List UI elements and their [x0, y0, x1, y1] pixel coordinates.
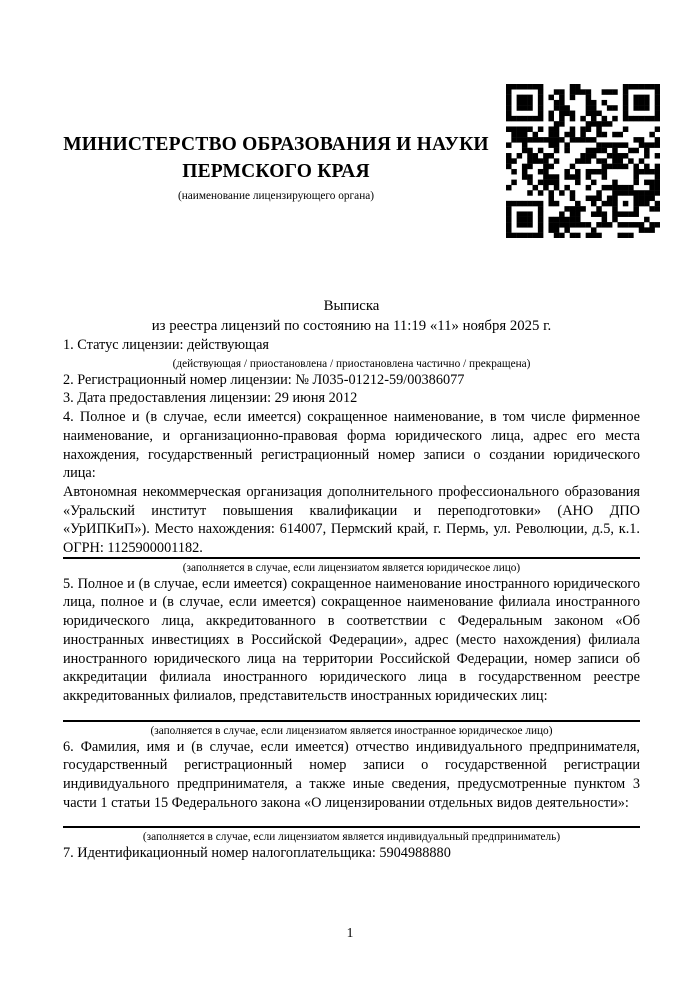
licensing-authority-header [63, 131, 489, 203]
ministry-name-line2: ПЕРМСКОГО КРАЯ [182, 161, 370, 182]
item-4-legal-entity-label: 4. Полное и (в случае, если имеется) сокращенное наименование, в том числе фирменное наименование, и организационно-правовая форма юридического лица, адрес его места нахождения, государственный регистрационный номер записи о создании юридического лица: [63, 409, 640, 482]
item-3-grant-date: 3. Дата предоставления лицензии: 29 июня 2012 [63, 390, 358, 407]
document-title-line1: Выписка [323, 298, 380, 314]
ministry-name [63, 131, 489, 185]
document-body [63, 297, 640, 863]
item-6-fill-line [63, 826, 640, 828]
item-5-foreign-entity-label: 5. Полное и (в случае, если имеется) сокращенное наименование иностранного юридического лица, полное и (в случае, если имеется) сокращенное наименование филиала иностранного юридического лица, аккредитованного в соответствии с Федеральным законом «Об иностранных инвестициях в Российской Федерации», адрес (место нахождения) филиала иностранного юридического лица на территории Российской Федерации, номер записи об аккредитации филиала иностранного юридического лица в государственном реестре аккредитованных филиалов, представительств иностранных юридических лиц: [63, 575, 640, 704]
item-1-license-status: 1. Статус лицензии: действующая [63, 337, 269, 353]
item-5-caption: (заполняется в случае, если лицензиатом является иностранное юридическое лицо) [150, 724, 553, 737]
item-5-fill-line [63, 720, 640, 722]
qr-code-icon [506, 84, 660, 238]
item-4-caption: (заполняется в случае, если лицензиатом является юридическое лицо) [182, 561, 521, 574]
item-7-taxpayer-number: 7. Идентификационный номер налогоплательщика: 5904988880 [63, 845, 451, 862]
item-1-caption: (действующая / приостановлена / приостановлена частично / прекращена) [172, 357, 531, 370]
document-title-line2: из реестра лицензий по состоянию на 11:19 «11» ноября 2025 г. [151, 317, 552, 334]
ministry-caption: (наименование лицензирующего органа) [177, 190, 375, 202]
document-title [63, 297, 640, 336]
item-2-registration-number: 2. Регистрационный номер лицензии: № Л035-01212-59/00386077 [63, 371, 465, 388]
item-6-entrepreneur-label: 6. Фамилия, имя и (в случае, если имеется) отчество индивидуального предпринимателя, государственный регистрационный номер записи о государственной регистрации индивидуального предпринимателя, а также иные сведения, предусмотренные пунктом 3 части 1 статьи 15 Федерального закона «О лицензировании отдельных видов деятельности»: [63, 738, 640, 811]
item-6-caption: (заполняется в случае, если лицензиатом является индивидуальный предприниматель) [142, 831, 561, 844]
page-number: 1 [346, 925, 354, 940]
item-4-legal-entity-value: Автономная некоммерческая организация дополнительного профессионального образования «Уральский институт повышения квалификации и переподготовки» (АНО ДПО «УрИПКиП»). Место нахождения: 614007, Пермский край, г. Пермь, ул. Революции, д.5, к.1. ОГРН: 1125900001182. [63, 483, 640, 557]
ministry-name-line1: МИНИСТЕРСТВО ОБРАЗОВАНИЯ И НАУКИ [63, 134, 489, 155]
